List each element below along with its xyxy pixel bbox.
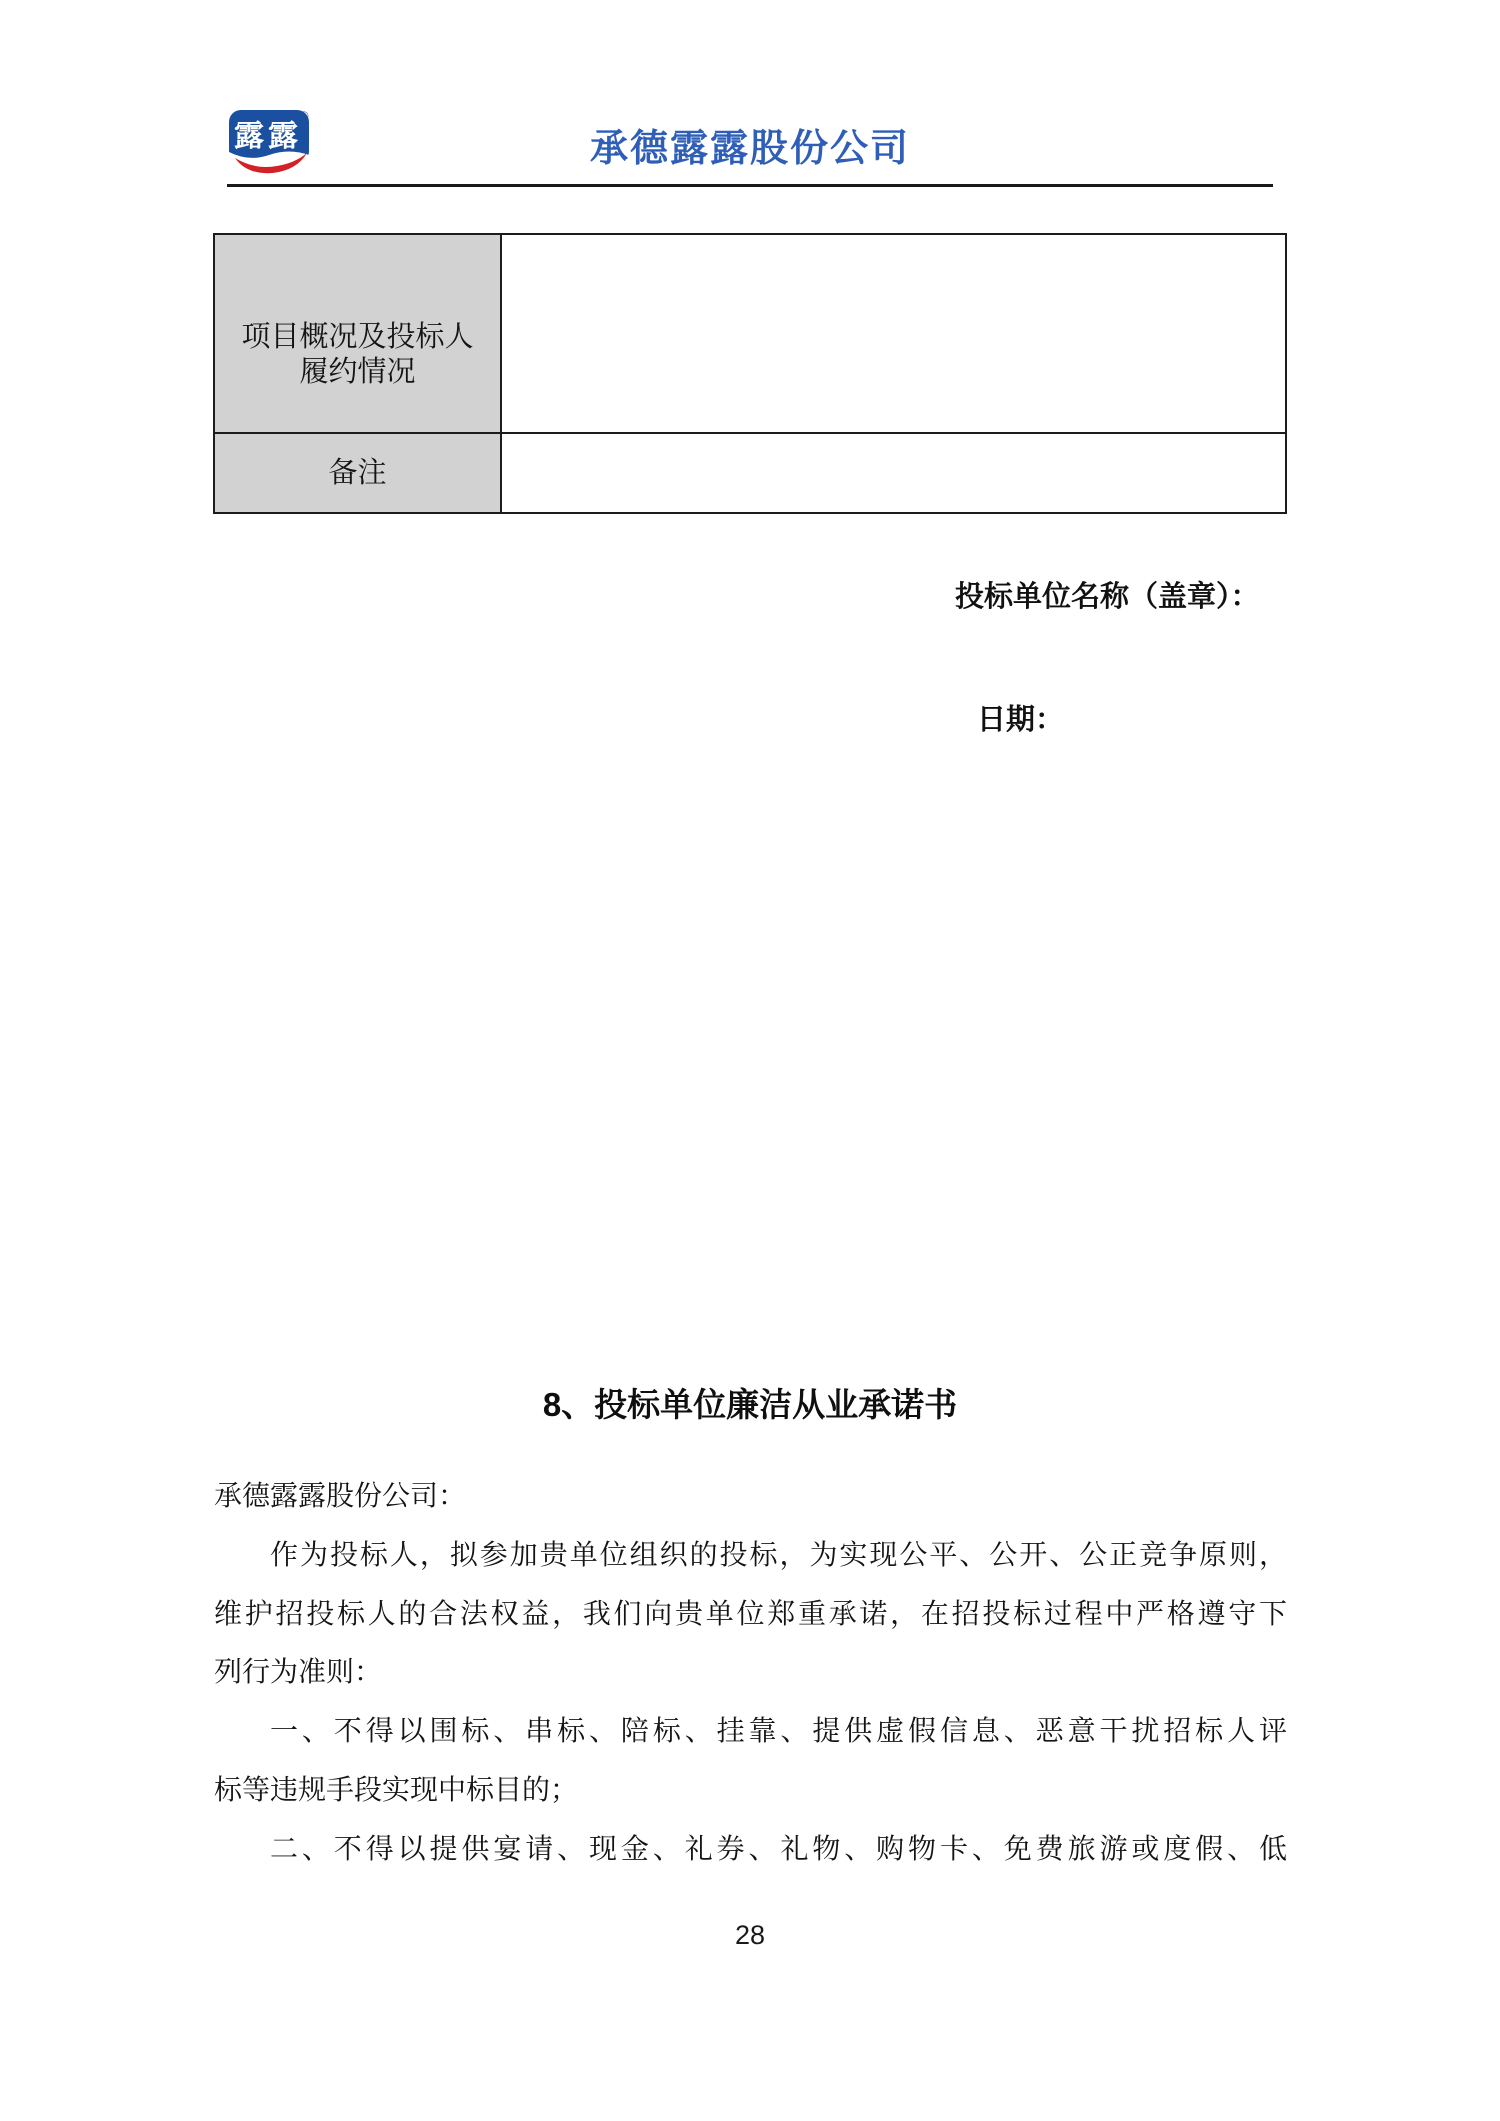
body-line: 一、不得以围标、串标、陪标、挂靠、提供虚假信息、恶意干扰招标人评 xyxy=(270,1716,1287,1748)
body-text xyxy=(214,1468,1287,1880)
company-title: 承德露露股份公司 xyxy=(589,128,910,170)
section-heading: 8、投标单位廉洁从业承诺书 xyxy=(542,1386,958,1423)
body-line: 维护招投标人的合法权益，我们向贵单位郑重承诺，在招投标过程中严格遵守下 xyxy=(214,1598,1287,1630)
table-header-line: 履约情况 xyxy=(299,355,416,388)
table-header-line: 项目概况及投标人 xyxy=(241,320,474,353)
bidder-name-seal-label: 投标单位名称（盖章）： xyxy=(955,581,1260,613)
body-line: 作为投标人，拟参加贵单位组织的投标，为实现公平、公开、公正竞争原则， xyxy=(270,1539,1287,1571)
body-line: 标等违规手段实现中标目的； xyxy=(214,1774,579,1806)
body-line: 二、不得以提供宴请、现金、礼券、礼物、购物卡、免费旅游或度假、低 xyxy=(270,1833,1287,1865)
bid-info-table xyxy=(213,233,1287,514)
registered-mark: ® xyxy=(299,108,309,123)
header-rule xyxy=(227,184,1273,187)
date-label: 日期： xyxy=(977,704,1065,736)
page-number: 28 xyxy=(734,1920,766,1950)
body-line: 承德露露股份公司： xyxy=(214,1481,467,1512)
table-value-remarks xyxy=(502,434,1285,512)
table-header-line: 备注 xyxy=(328,456,387,489)
table-header-remarks xyxy=(215,434,502,512)
logo-brand-text: 露露 xyxy=(234,120,302,153)
table-header-project-overview xyxy=(215,235,502,434)
body-line: 列行为准则： xyxy=(214,1657,383,1689)
table-value-project-overview xyxy=(502,235,1285,434)
